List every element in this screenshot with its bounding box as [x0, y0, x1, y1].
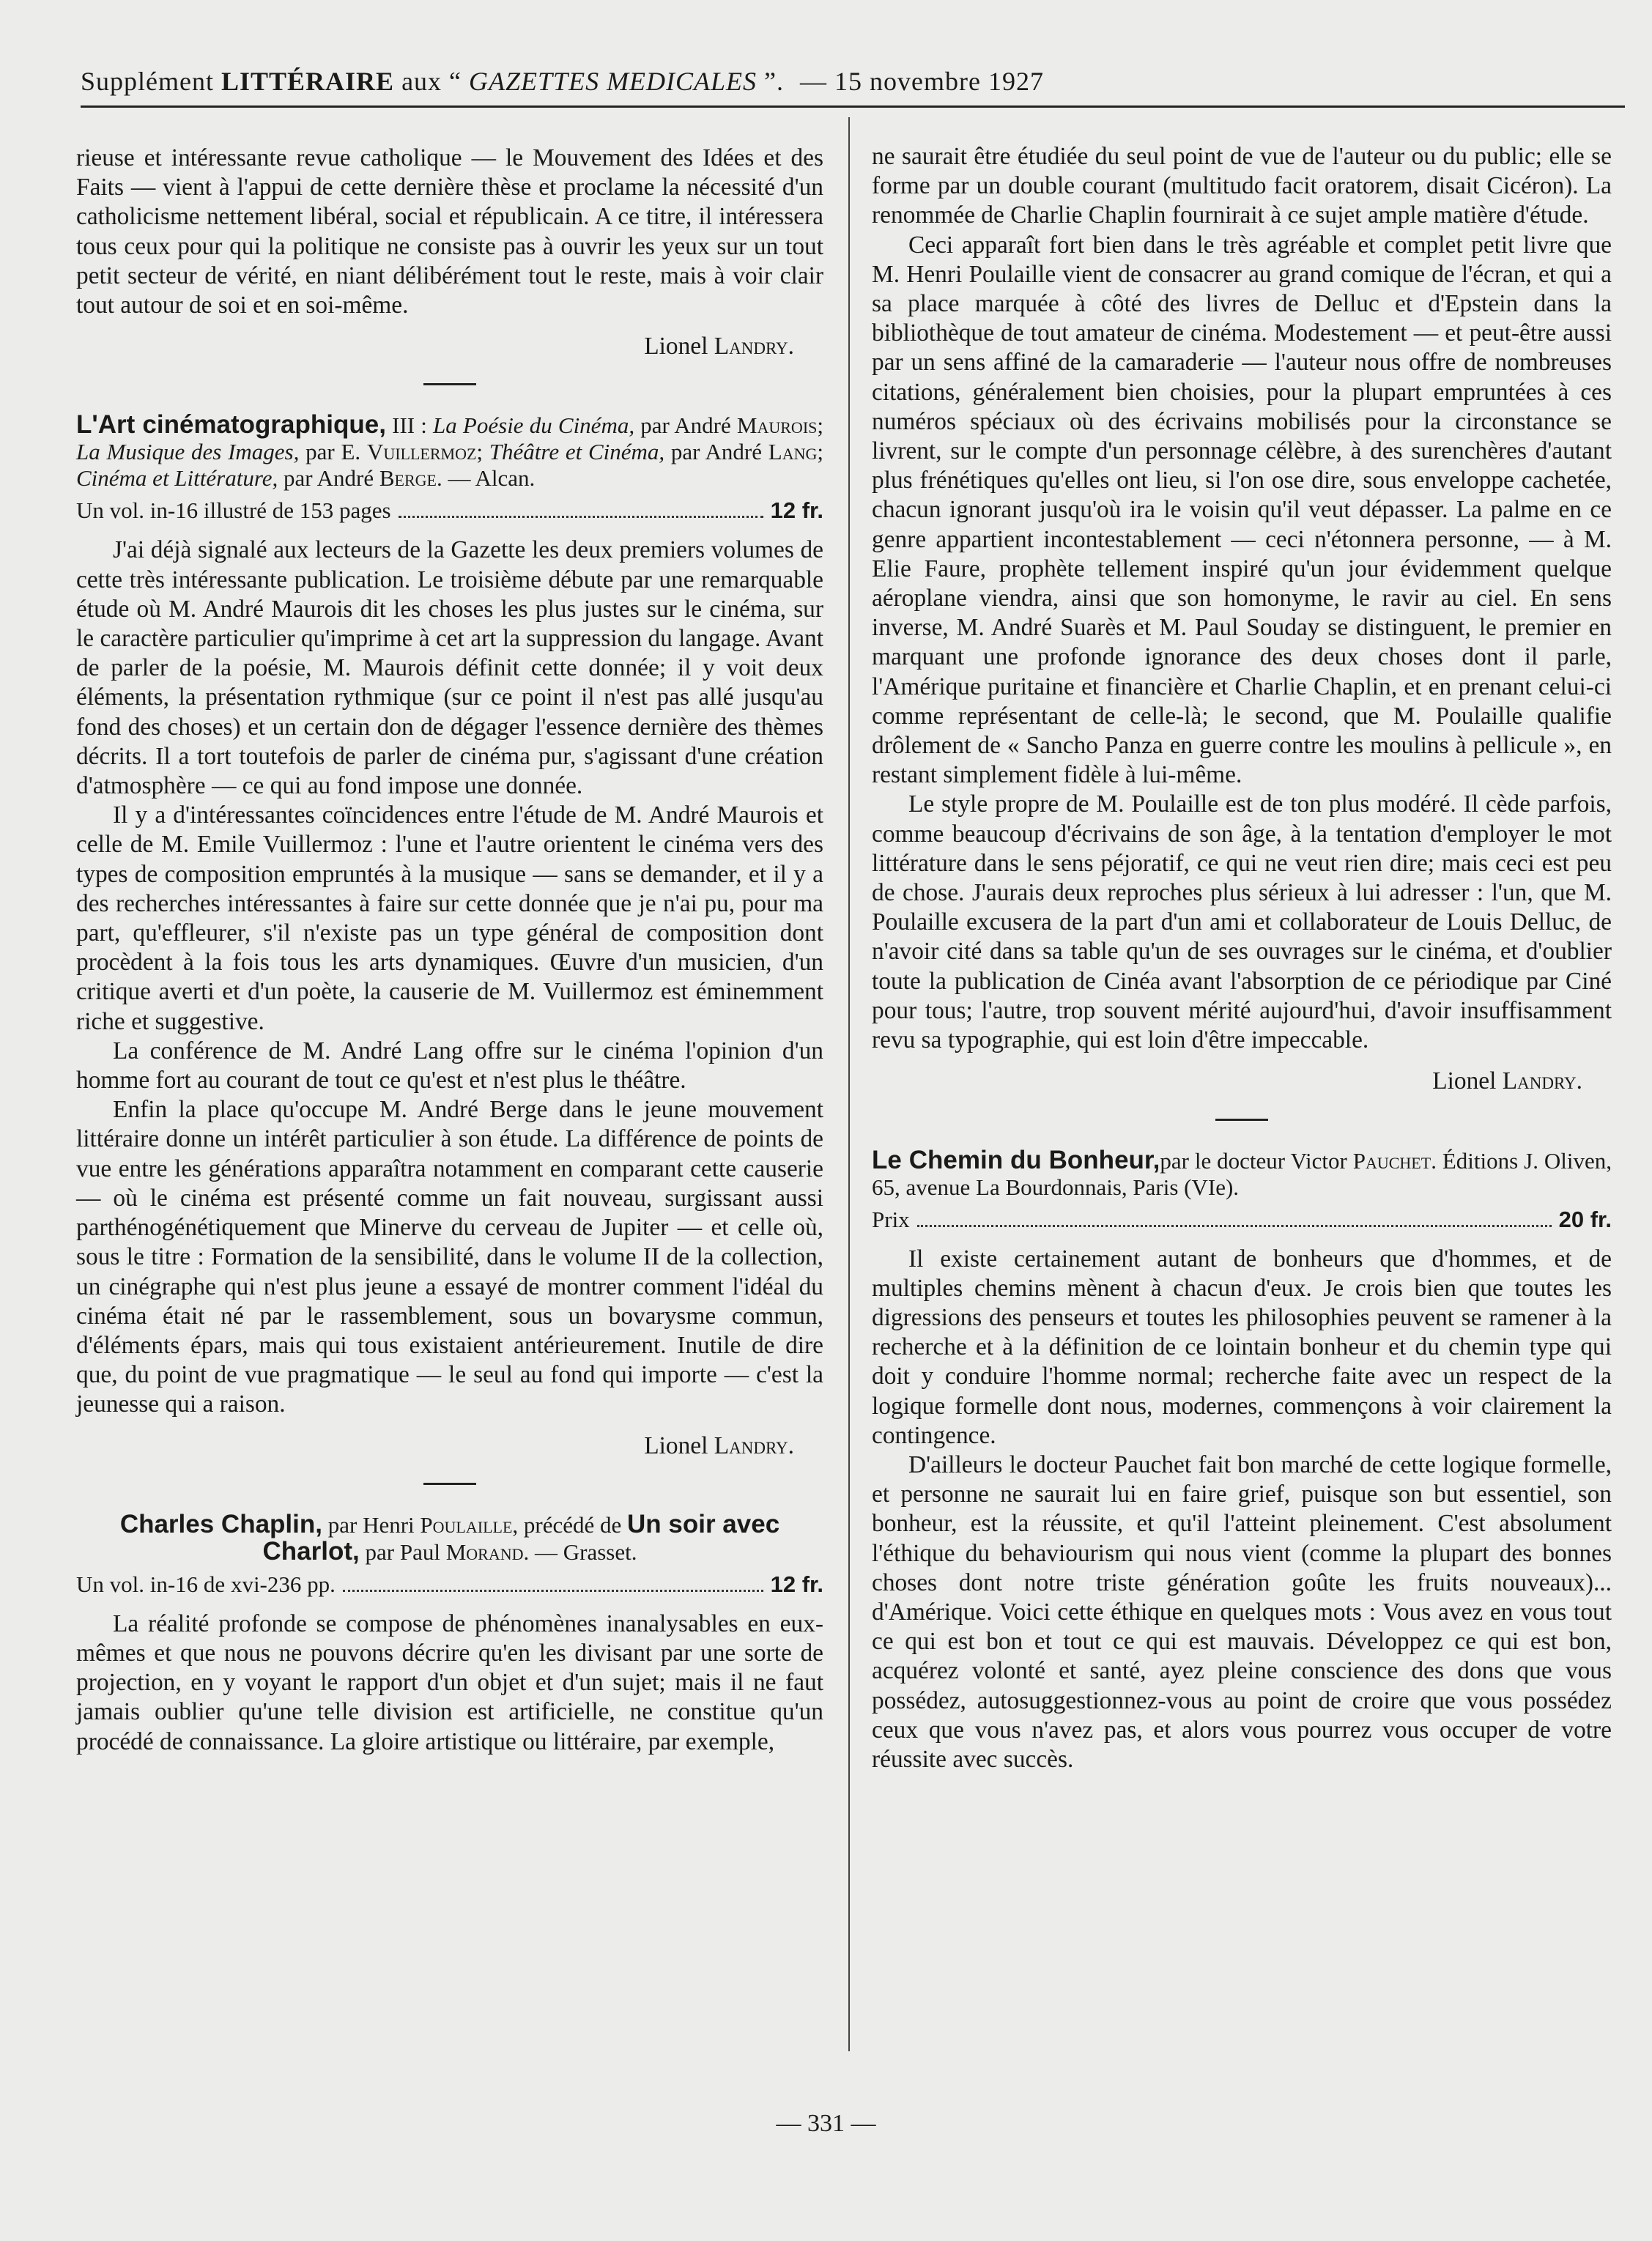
price-value: 12 fr. — [770, 497, 823, 524]
header-rule — [81, 105, 1625, 108]
sep: ; — [476, 439, 489, 465]
signature-first: Lionel — [1432, 1067, 1497, 1095]
signature — [872, 1067, 1582, 1096]
author: Berge — [379, 465, 437, 492]
paragraph: Le style propre de M. Poulaille est de ton plus modéré. Il cède parfois, comme beaucoup d'écrivains de son âge, à la tentation d'employer le mot littérature dans le sens péjoratif, ce qui ne veut rien dire; mais ceci est peu de chose. J'aurais deux reproches plus sérieux à lui adresser : l'un, que M. Poulaille excusera de la part d'un ami et collaborateur de Louis Delluc, de n'avoir cité dans sa table qu'un de ses ouvrages sur le cinéma, et d'oublier toute la publication de Cinéa avant l'absorption de ce périodique par Ciné pour tous; l'autre, trop souvent mérité aujourd'hui, d'avoir insuffisamment revu sa typographie, qui est loin d'être impeccable. — [872, 790, 1612, 1054]
signature-first: Lionel — [644, 1431, 708, 1459]
publisher: . — Grasset. — [523, 1538, 637, 1565]
by: par le docteur Victor — [1160, 1147, 1353, 1174]
author: Morand — [445, 1538, 524, 1565]
price-label: Un vol. in-16 de xvi-236 pp. — [76, 1571, 336, 1597]
leader-dots — [343, 1590, 763, 1592]
paragraph: Ceci apparaît fort bien dans le très agréable et complet petit livre que M. Henri Poulaille vient de consacrer au grand comique de l'écran, et qui a sa place marquée à côté des livres de Delluc et d'Epstein dans la bibliothèque de tout amateur de cinéma. Modestement — et peut-être aussi par un sens affiné de la camaraderie — l'auteur nous offre de nombreuses citations, généralement bien choisies, pour la plupart empruntées à ces numéros spéciaux où des écrivains mobilisés pour la circonstance se livrent, sur le compte d'un personnage célèbre, à des surenchères d'autant plus frénétiques qu'elles ont lieu, si l'on ose dire, sous enveloppe cachetée, chacun ignorant jusqu'où ira le voisin qu'il veut dépasser. La palme en ce genre appartient incontestablement — ceci n'étonnera personne, — à M. Elie Faure, prophète tellement inspiré qu'un jour évidemment quelque aéroplane viendra, ainsi que son homonyme, le ravir au ciel. En sens inverse, M. André Suarès et M. Paul Souday se distinguent, le premier en marquant une profonde ignorance des deux choses dont il parle, l'Amérique puritaine et financière et Charlie Chaplin, et en prenant celui-ci comme représentant de celle-là; le second, que M. Poulaille qualifie drôlement de « Sancho Panza en guerre contre les moulins à pellicule », en restant simplement fidèle à lui-même. — [872, 231, 1612, 789]
header-prefix: Supplément — [81, 67, 214, 96]
preface: , précédé de — [512, 1511, 628, 1538]
sep: ; — [817, 412, 824, 439]
signature-last: Landry. — [714, 1431, 794, 1459]
essay-title: Cinéma et Littérature, — [76, 465, 278, 492]
header-middle: aux “ — [401, 67, 462, 96]
author: Maurois — [736, 412, 818, 439]
paragraph: Enfin la place qu'occupe M. André Berge dans le jeune mouvement littéraire donne un intérêt particulier à son étude. La différence de points de vue entre les générations apparaîtra notamment en comparant cette causerie — où le cinéma est présenté comme un fait nouveau, surgissant aussi parthénogénétiquement que Minerve du cerveau de Jupiter — et celle où, sous le titre : Formation de la sensibilité, dans le volume II de la collection, un cinégraphe qui n'est plus jeune a essayé de montrer comment l'idéal du cinéma était né par le rassemblement, sous un bovarysme commun, d'éléments épars, mais qui tous existaient antérieurement. Inutile de dire que, du point de vue pragmatique — le seul au fond qui importe — c'est la jeunesse qui a raison. — [76, 1096, 823, 1418]
book-entry-title — [76, 1511, 823, 1566]
right-column — [872, 142, 1612, 1774]
paragraph: rieuse et intéressante revue catholique — le Mouvement des Idées et des Faits — vient à l'appui de cette dernière thèse et proclame la nécessité d'un catholicisme nettement libéral, social et républicain. A ce titre, il intéressera tous ceux pour qui la politique ne consiste pas à ouvrir les yeux sur un tout petit secteur de vérité, en niant délibérément tout le reste, mais à voir clair tout autour de soi et en soi-même. — [76, 144, 823, 319]
by: par André — [664, 439, 768, 465]
price-label: Prix — [872, 1206, 910, 1232]
header-suffix: ”. — [764, 67, 785, 96]
leader-dots — [917, 1225, 1552, 1227]
header-date: — 15 novembre 1927 — [800, 67, 1044, 96]
book-entry-title — [872, 1147, 1612, 1201]
running-header — [81, 63, 1619, 100]
column-divider — [848, 117, 850, 2051]
paragraph: ne saurait être étudiée du seul point de vue de l'auteur ou du public; elle se forme par un double courant (multitudo facit oratorem, disait Cicéron). La renommée de Charlie Chaplin fournirait à ce sujet ample matière d'étude. — [872, 143, 1612, 229]
page-number: — 331 — — [776, 2110, 876, 2137]
price-line — [76, 496, 823, 525]
price-value: 20 fr. — [1558, 1206, 1612, 1232]
paragraph: Il existe certainement autant de bonheurs que d'hommes, et de multiples chemins mènent à chacun d'eux. Je crois bien que toutes les digressions des penseurs et toutes les philosophies peuvent se ramener à la recherche et à la définition de ce lointain bonheur et du chemin type qui doit y conduire l'homme normal; recherche faite avec un respect de la logique formelle dont nous, modernes, commençons à voir clairement la contingence. — [872, 1245, 1612, 1449]
book-entry-title — [76, 412, 823, 492]
publisher: . Éditions J. Oliven, 65, avenue La Bourdonnais, Paris (VIe). — [872, 1147, 1612, 1200]
signature-first: Lionel — [644, 333, 708, 360]
left-column — [76, 144, 823, 1757]
by: par E. — [299, 439, 367, 465]
sep: ; — [817, 439, 824, 465]
author: Poulaille — [420, 1511, 513, 1538]
author: Vuillermoz — [366, 439, 477, 465]
section-divider — [1215, 1119, 1268, 1121]
author: Pauchet — [1352, 1147, 1431, 1174]
book-title: Le Chemin du Bonheur, — [872, 1145, 1160, 1174]
essay-title: Théâtre et Cinéma, — [489, 439, 665, 465]
paragraph: La réalité profonde se compose de phénomènes inanalysables en eux-mêmes et que nous ne pouvons décrire qu'en les divisant par une sorte de projection, en y voyant le rapport d'un objet et d'un sujet; mais il ne faut jamais oublier qu'une telle division est artificielle, ne constitue qu'un procédé de connaissance. La gloire artistique ou littéraire, par exemple, — [76, 1610, 823, 1755]
signature — [76, 332, 794, 361]
signature-last: Landry. — [1502, 1067, 1582, 1095]
price-value: 12 fr. — [770, 1571, 823, 1597]
price-line — [872, 1205, 1612, 1234]
by: par André — [278, 465, 379, 492]
volume: III : — [385, 412, 434, 439]
paragraph: J'ai déjà signalé aux lecteurs de la Gazette les deux premiers volumes de cette très intéressante publication. Le troisième débute par une remarquable étude où M. André Maurois dit les choses les plus justes sur le cinéma, sur le caractère particulier qu'imprime à cet art la suppression du langage. Avant de parler de la poésie, M. Maurois définit cette donnée; il y voit deux éléments, la présentation rythmique (sur ce point il n'est pas allé jusqu'au fond des choses) et un certain don de dégager l'essence dernière des thèmes décrits. Il a tort toutefois de parler de cinéma pur, s'agissant d'une création d'atmosphère — ce qui au fond impose une donnée. — [76, 536, 823, 800]
price-line — [76, 1570, 823, 1599]
book-title: Un soir avec Charlot, — [262, 1509, 780, 1566]
essay-title: La Poésie du Cinéma, — [433, 412, 635, 439]
signature — [76, 1431, 794, 1461]
by: par André — [634, 412, 737, 439]
by: par Paul — [359, 1538, 446, 1565]
header-strong: LITTÉRAIRE — [221, 67, 395, 96]
section-divider — [423, 383, 476, 385]
essay-title: La Musique des Images, — [76, 439, 300, 465]
price-label: Un vol. in-16 illustré de 153 pages — [76, 497, 391, 524]
by: par Henri — [322, 1511, 421, 1538]
paragraph: D'ailleurs le docteur Pauchet fait bon marché de cette logique formelle, et personne ne saurait lui en faire grief, puisque son but essentiel, son bonheur, est la réussite, et qu'il l'atteint pleinement. C'est absolument l'éthique du behaviourism qui nous vient (comme la plupart des bonnes choses dont notre triste génération goûte les fruits nouveaux)... d'Amérique. Voici cette éthique en quelques mots : Vous avez en vous tout ce qui est bon et tout ce qui est mauvais. Développez ce qui est bon, acquérez volonté et santé, ayez pleine conscience des dons que vous possédez, autosuggestionnez-vous au point de croire que vous possédez ceux que vous n'avez pas, et alors vous pourrez vous occuper de votre réussite avec succès. — [872, 1451, 1612, 1773]
signature-last: Landry. — [714, 333, 794, 360]
book-title: L'Art cinématographique, — [76, 410, 386, 440]
header-journal: GAZETTES MEDICALES — [469, 67, 758, 96]
book-title: Charles Chaplin, — [119, 1509, 322, 1538]
leader-dots — [399, 516, 763, 518]
author: Lang — [768, 439, 818, 465]
paragraph: La conférence de M. André Lang offre sur le cinéma l'opinion d'un homme fort au courant de tout ce qu'est et n'est plus le théâtre. — [76, 1037, 823, 1094]
paragraph: Il y a d'intéressantes coïncidences entre l'étude de M. André Maurois et celle de M. Emile Vuillermoz : l'une et l'autre orientent le cinéma vers des types de composition empruntés à la musique — sans se demander, et il y a des recherches intéressantes à faire sur cette donnée que je n'ai pu, pour ma part, qu'effleurer, s'il n'existe pas un type général de composition dont procèdent à la fois tous les arts dynamiques. Œuvre d'un musicien, d'un critique averti et d'un poète, la causerie de M. Vuillermoz est éminemment riche et suggestive. — [76, 801, 823, 1035]
section-divider — [423, 1483, 476, 1485]
publisher: . — Alcan. — [436, 465, 536, 492]
